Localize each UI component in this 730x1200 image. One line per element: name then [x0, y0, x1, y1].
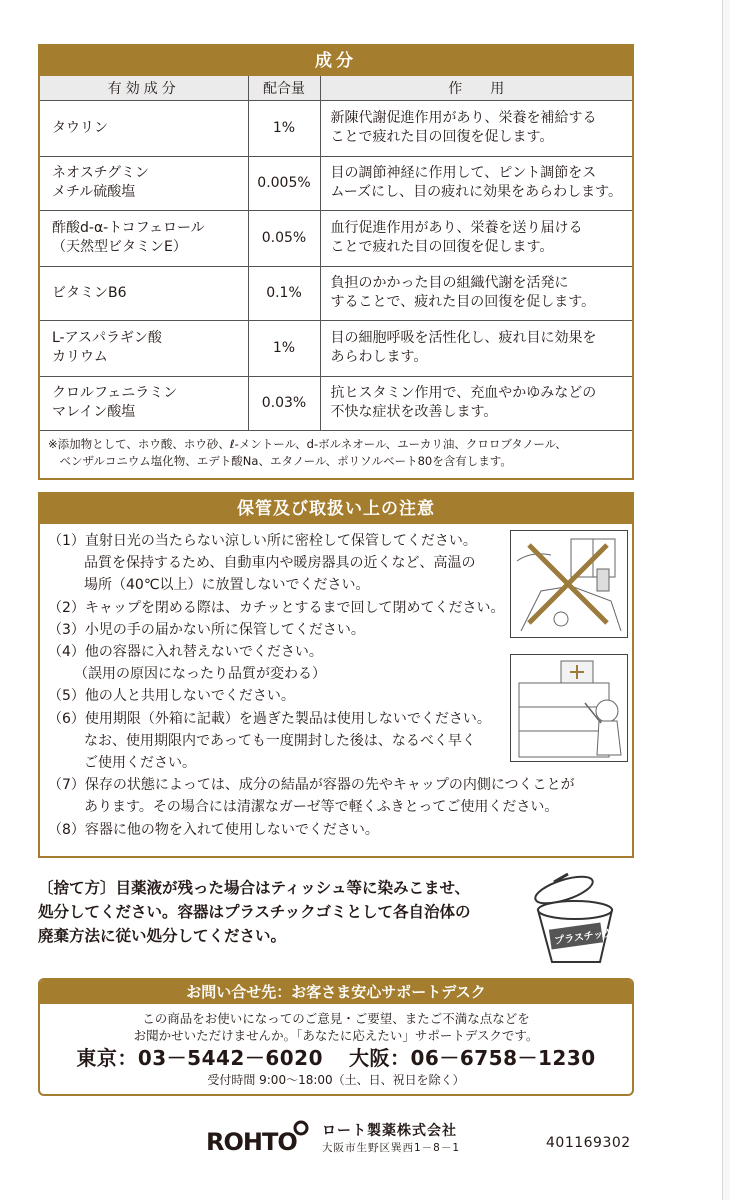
rohto-logo — [204, 1118, 312, 1156]
list-item-cont: （誤用の原因になったり品質が変わる） — [74, 666, 326, 683]
ingredient-name: ネオスチグミン メチル硫酸塩 — [40, 156, 248, 210]
list-item-cont: なお、使用期限内であっても一度開封した後は、なるべく早く — [84, 732, 476, 749]
table-header-row — [40, 76, 632, 100]
child-cabinet-icon — [511, 655, 627, 761]
ingredients-section — [38, 44, 634, 480]
child-reach-illustration — [510, 654, 628, 762]
ingredient-effect: 新陳代謝促進作用があり、栄養を補給する ことで疲れた目の回復を促します。 — [320, 100, 632, 156]
ingredient-name: 酢酸d-α-トコフェロール （天然型ビタミンE） — [40, 210, 248, 266]
storage-section — [38, 492, 634, 858]
list-item: （2）キャップを閉める際は、カチッとするまで回して閉めてください。 — [48, 599, 505, 616]
list-item-cont: 品質を保持するため、自動車内や暖房器具の近くなど、高温の — [84, 555, 476, 572]
plastic-bin-icon — [524, 868, 620, 968]
header-effect: 作 用 — [320, 76, 632, 100]
disposal-instructions: 〔捨て方〕目薬液が残った場合はティッシュ等に染みこませ、 処分してください。容器はプラスチックゴミとして各自治体の 廃棄方法に従い処分してください。 — [38, 879, 471, 945]
product-code: 401169302 — [546, 1135, 631, 1151]
osaka-phone: 大阪：06－6758－1230 — [349, 1046, 596, 1070]
list-item: （7）保存の状態によっては、成分の結晶が容器の先やキャップの内側につくことが — [48, 777, 575, 794]
ingredients-title: 成分 — [40, 46, 632, 76]
ingredient-name: L-アスパラギン酸 カリウム — [40, 320, 248, 376]
company-address: 大阪市生野区巽西1－8－1 — [322, 1142, 461, 1154]
ingredients-table — [40, 76, 632, 431]
table-row — [40, 156, 632, 210]
table-row — [40, 320, 632, 376]
contact-text-1: この商品をお使いになってのご意見・ご要望、またご不満な点などを — [142, 1011, 530, 1026]
svg-text:ROHTO: ROHTO — [206, 1128, 297, 1156]
contact-text-2: お聞かせいただけませんか。「あなたに応えたい」サポートデスクです。 — [133, 1028, 539, 1043]
ingredient-effect: 血行促進作用があり、栄養を送り届ける ことで疲れた目の回復を促します。 — [320, 210, 632, 266]
header-ingredient: 有効成分 — [40, 76, 248, 100]
page-edge — [722, 0, 730, 1200]
storage-title: 保管及び取扱い上の注意 — [40, 494, 632, 524]
ingredient-name: ビタミンB6 — [40, 266, 248, 320]
ingredient-amount: 1% — [248, 100, 320, 156]
list-item: （3）小児の手の届かない所に保管してください。 — [48, 621, 365, 638]
table-row — [40, 376, 632, 430]
ingredient-name: クロルフェニラミン マレイン酸塩 — [40, 376, 248, 430]
list-item-cont: あります。その場合には清潔なガーゼ等で軽くふきとってご使用ください。 — [84, 799, 559, 816]
ingredient-amount: 0.05% — [248, 210, 320, 266]
table-row — [40, 210, 632, 266]
table-row — [40, 100, 632, 156]
storage-list — [48, 530, 575, 841]
list-item-cont: 場所（40℃以上）に放置しないでください。 — [84, 577, 370, 594]
ingredient-amount: 0.1% — [248, 266, 320, 320]
ingredient-effect: 目の細胞呼吸を活性化し、疲れ目に効果を あらわします。 — [320, 320, 632, 376]
no-car-storage-illustration — [510, 530, 628, 638]
table-row — [40, 266, 632, 320]
header-amount: 配合量 — [248, 76, 320, 100]
list-item: （8）容器に他の物を入れて使用しないでください。 — [48, 821, 379, 838]
contact-body — [40, 1004, 632, 1088]
ingredient-effect: 負担のかかった目の組織代謝を活発に することで、疲れた目の回復を促します。 — [320, 266, 632, 320]
tokyo-phone: 東京：03－5442－6020 — [76, 1046, 323, 1070]
phone-numbers — [40, 1044, 632, 1072]
ingredient-amount: 0.03% — [248, 376, 320, 430]
list-item: （6）使用期限（外箱に記載）を過ぎた製品は使用しないでください。 — [48, 710, 491, 727]
ingredient-amount: 0.005% — [248, 156, 320, 210]
ingredient-effect: 目の調節神経に作用して、ピント調節をス ムーズにし、目の疲れに効果をあらわします。 — [320, 156, 632, 210]
business-hours: 受付時間 9:00～18:00（土、日、祝日を除く） — [207, 1073, 465, 1087]
ingredient-name: タウリン — [40, 100, 248, 156]
contact-section — [38, 978, 634, 1096]
car-window-icon — [511, 531, 627, 637]
list-item-cont: ご使用ください。 — [84, 755, 196, 772]
bin-label: プラスチック — [553, 927, 614, 947]
contact-title: お問い合せ先：お客さま安心サポートデスク — [40, 980, 632, 1004]
list-item: （1）直射日光の当たらない涼しい所に密栓して保管してください。 — [48, 533, 477, 549]
additives-note: ※添加物として、ホウ酸、ホウ砂、ℓ-メントール、d-ボルネオール、ユーカリ油、クロロブタノール、 ベンザルコニウム塩化物、エデト酸Na、エタノール、ポリソルベート80を含有します。 — [48, 436, 567, 468]
list-item: （4）他の容器に入れ替えないでください。 — [48, 644, 323, 661]
ingredient-amount: 1% — [248, 320, 320, 376]
ingredient-effect: 抗ヒスタミン作用で、充血やかゆみなどの 不快な症状を改善します。 — [320, 376, 632, 430]
company-name: ロート製薬株式会社 — [322, 1123, 457, 1139]
list-item: （5）他の人と共用しないでください。 — [48, 688, 295, 705]
